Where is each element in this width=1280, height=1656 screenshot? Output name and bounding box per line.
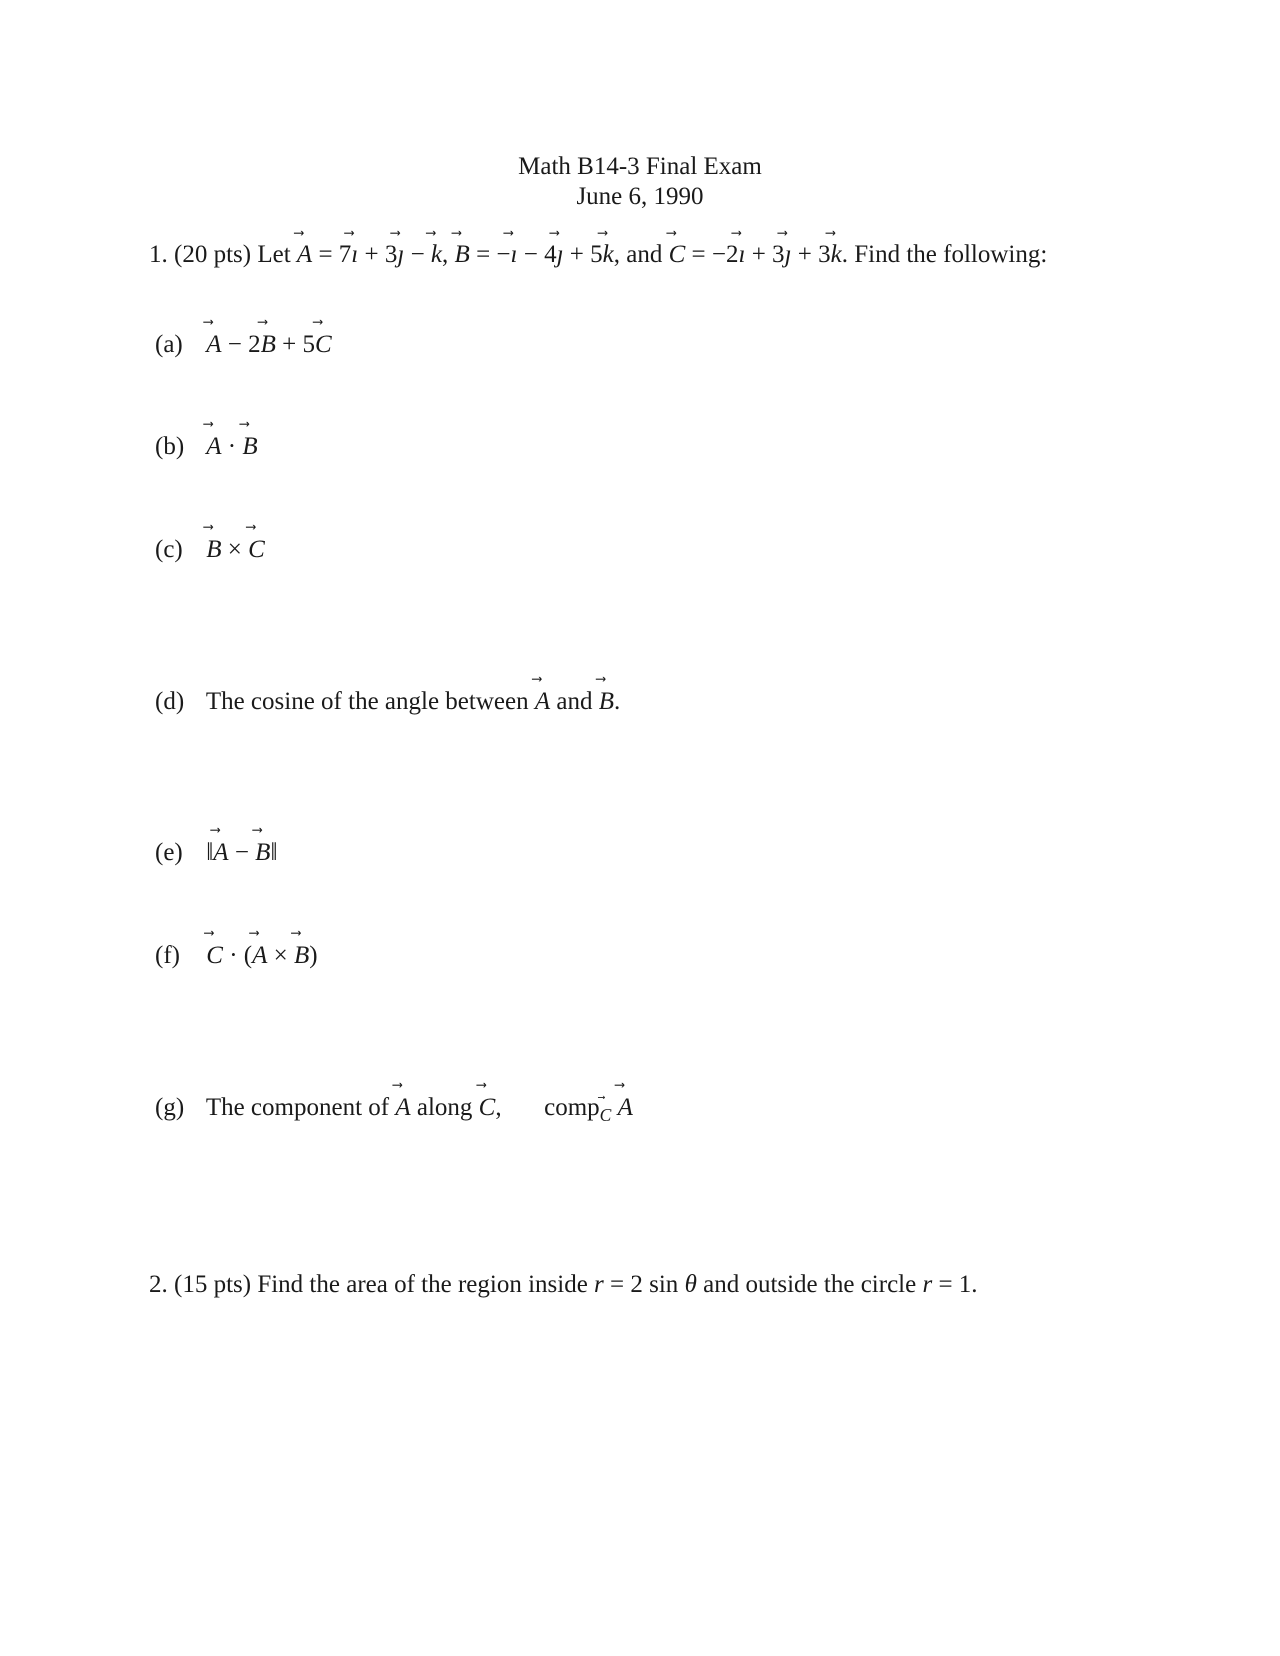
vector-b-definition: ⃗ B = −⃗ ı − 4⃗ ȷ + 5⃗ k, and	[455, 241, 663, 268]
problem-1-statement: 1. (20 pts) Let ⃗ A = 7⃗ ı + 3⃗ ȷ − ⃗ k, ⃗ B = −⃗ ı − 4⃗ ȷ + 5⃗ k, and ⃗ C = −2⃗ ı + 3⃗ ȷ + 3⃗ k. Find the following:	[149, 240, 1133, 270]
exam-date: June 6, 1990	[576, 183, 704, 210]
part-f-expression: ⃗ C · (⃗ A × ⃗ B)	[206, 942, 317, 969]
problem-number: 2.	[149, 1271, 168, 1298]
problem-points: (20 pts)	[174, 241, 252, 268]
circle-equation: r = 1.	[922, 1271, 978, 1298]
part-a-expression: ⃗ A − 2⃗ B + 5⃗ C	[206, 331, 331, 358]
comp-notation: comp⃗ $_C$ ⃗ A	[544, 1094, 633, 1121]
part-b-expression: ⃗ A · ⃗ B	[206, 433, 257, 460]
problem-2-statement: 2. (15 pts) Find the area of the region inside r = 2 sin θ and outside the circle r = 1.	[149, 1271, 978, 1298]
problem-points: (15 pts)	[174, 1271, 252, 1298]
vector-c-definition: ⃗ C = −2⃗ ı + 3⃗ ȷ + 3⃗ k.	[669, 241, 848, 268]
part-a: (a) ⃗ A − 2⃗ B + 5⃗ C	[155, 330, 332, 360]
part-g: (g) The component of ⃗ A along ⃗ C, comp⃗ $_C$ ⃗ A	[155, 1093, 633, 1126]
part-e: (e) ‖⃗ A − ⃗ B‖	[155, 838, 277, 868]
part-f: (f) ⃗ C · (⃗ A × ⃗ B)	[155, 941, 318, 971]
part-d: (d) The cosine of the angle between ⃗ A and ⃗ B.	[155, 687, 620, 717]
part-c-expression: ⃗ B × ⃗ C	[206, 536, 265, 563]
part-e-expression: ‖⃗ A − ⃗ B‖	[206, 839, 277, 866]
part-b: (b) ⃗ A · ⃗ B	[155, 432, 258, 462]
part-c: (c) ⃗ B × ⃗ C	[155, 535, 265, 565]
vector-a-definition: ⃗ A = 7⃗ ı + 3⃗ ȷ − ⃗ k,	[297, 241, 448, 268]
polar-curve: r = 2 sin θ	[594, 1271, 697, 1298]
problem-number: 1.	[149, 241, 168, 268]
exam-title: Math B14-3 Final Exam	[518, 153, 762, 180]
